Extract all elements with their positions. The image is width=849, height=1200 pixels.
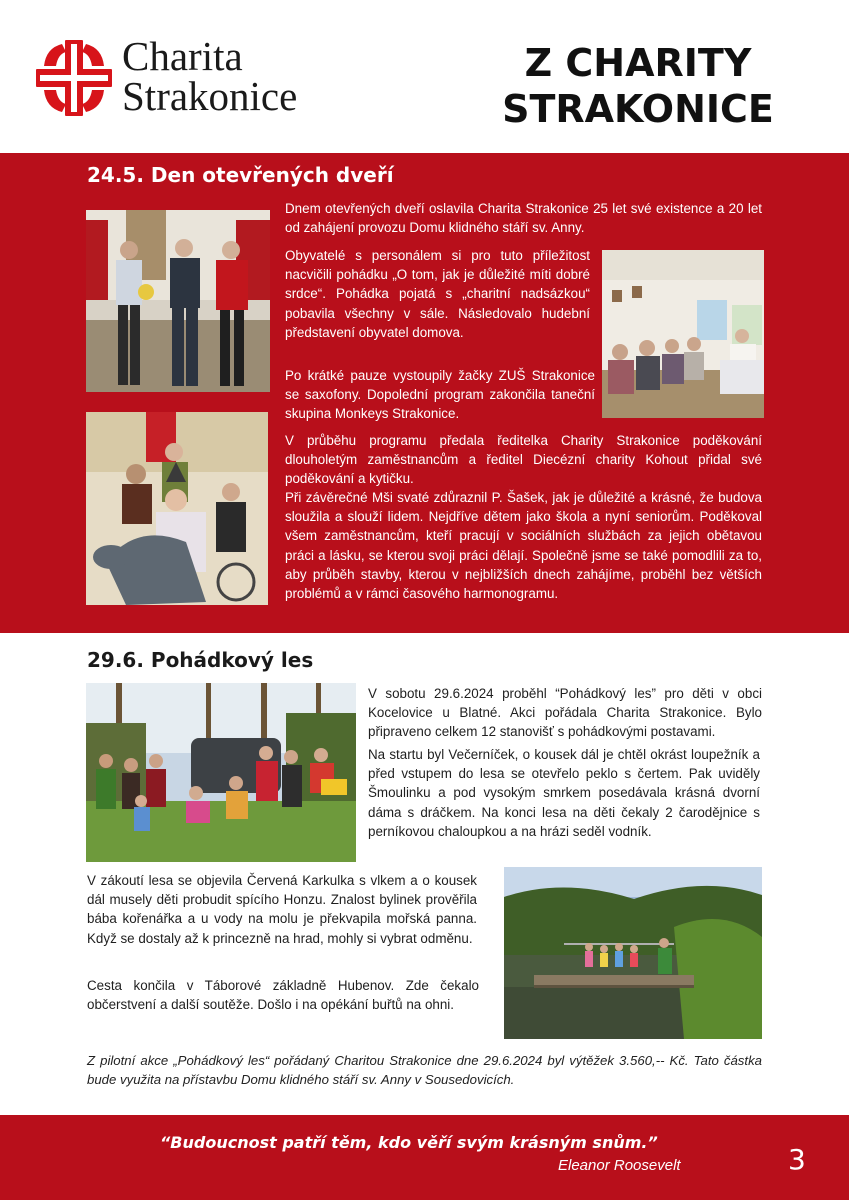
open-day-paragraph-3: Po krátké pauze vystoupily žačky ZUŠ Strakonice se saxofony. Dopolední program zakončila taneční skupina Monkeys Strakonice. (285, 368, 595, 422)
fairy-forest-paragraph-1: V sobotu 29.6.2024 proběhl “Pohádkový les” pro děti v obci Kocelovice u Blatné. Akci pořádala Charita Strakonice. Bylo připraveno celkem 12 stanovišť s pohádkovými postavami. (368, 686, 762, 740)
photo-fairy-forest-group (86, 683, 356, 862)
page-header (0, 0, 849, 152)
page-title (473, 40, 803, 132)
logo-wordmark (122, 33, 298, 119)
open-day-paragraph-1: Dnem otevřených dveří oslavila Charita Strakonice 25 let své existence a 20 let od zahájení provozu Domu klidného stáří sv. Anny. (285, 201, 762, 236)
quote-author: Eleanor Roosevelt (558, 1157, 681, 1174)
section-title-open-day: 24.5. Den otevřených dveří (87, 163, 394, 187)
page-number: 3 (788, 1143, 806, 1176)
fairy-forest-paragraph-4: Cesta končila v Táborové základně Hubenov. Zde čekalo občerstvení a další soutěže. Došlo i na opékání buřtů na ohni. (87, 978, 479, 1013)
photo-fairy-forest-pier (504, 867, 762, 1039)
fairy-forest-paragraph-2: Na startu byl Večerníček, o kousek dál je chtěl okrást loupežník a před vstupem do lesa se otevřelo peklo s čertem. Pak uviděly Šmoulinku a pod vysokým smrkem posedávala krásná dvorní dáma s dráčkem. Na konci lesa na děti čekaly 2 čarodějnice s perníkovou chaloupkou a na hrázi seděl vodník. (368, 747, 760, 839)
fairy-forest-paragraph-3: V zákoutí lesa se objevila Červená Karkulka s vlkem a o kousek dál musely děti probudit spícího Honzu. Znalost bylinek prověřila bába kořenářka a u vody na molu je překvapila mořská panna. Když se dostaly až k princezně na hrad, mohly si vybrat odměnu. (87, 873, 477, 946)
open-day-paragraph-5: Při závěrečné Mši svaté zdůraznil P. Šašek, jak je důležité a krásné, že budova sloužila a slouží lidem. Nejdříve dětem jako škola a nyní seniorům. Poděkoval všem zaměstnancům, kteří pracují v sociálních službách za jejich obětavou práci a lásku, se kterou svoji práci dělají. Společně jsme se také pomodlili za to, aby průběh stavby, kterou v nejbližších dnech zahájíme, proběhl bez větších problémů a v rámci časového harmonogramu. (285, 490, 762, 602)
photo-open-day-ceremony (86, 210, 270, 392)
photo-fairy-tale-play (86, 412, 268, 605)
page-footer (0, 1115, 849, 1200)
title-line-2: STRAKONICE (502, 87, 774, 131)
title-line-1: Z CHARITY (524, 41, 752, 85)
open-day-paragraph-4: V průběhu programu předala ředitelka Charity Strakonice poděkování dlouholetým zaměstnancům a ředitel Diecézní charity Kohout přidal své poděkování a kytičku. (285, 433, 762, 487)
proceeds-note: Z pilotní akce „Pohádkový les“ pořádaný Charitou Strakonice dne 29.6.2024 byl výtěžek 3.560,-- Kč. Tato částka bude využita na přístavbu Domu klidného stáří sv. Anny v Sousedovicích. (87, 1053, 762, 1087)
open-day-paragraph-2: Obyvatelé s personálem si pro tuto příležitost nacvičili pohádku „O tom, jak je důležité míti dobré srdce“. Pohádka pojatá s „charitní nadsázkou“ pobavila všechny v sále. Následovalo hudební představení obyvatel domova. (285, 248, 590, 340)
photo-audience-hall (602, 250, 764, 418)
footer-quote: “Budoucnost patří těm, kdo věří svým krásným snům.” (160, 1133, 658, 1152)
charita-cross-logo (36, 40, 112, 116)
logo-line-2: Strakonice (122, 73, 298, 119)
section-title-fairy-forest: 29.6. Pohádkový les (87, 648, 314, 672)
logo-line-1: Charita (122, 33, 243, 79)
